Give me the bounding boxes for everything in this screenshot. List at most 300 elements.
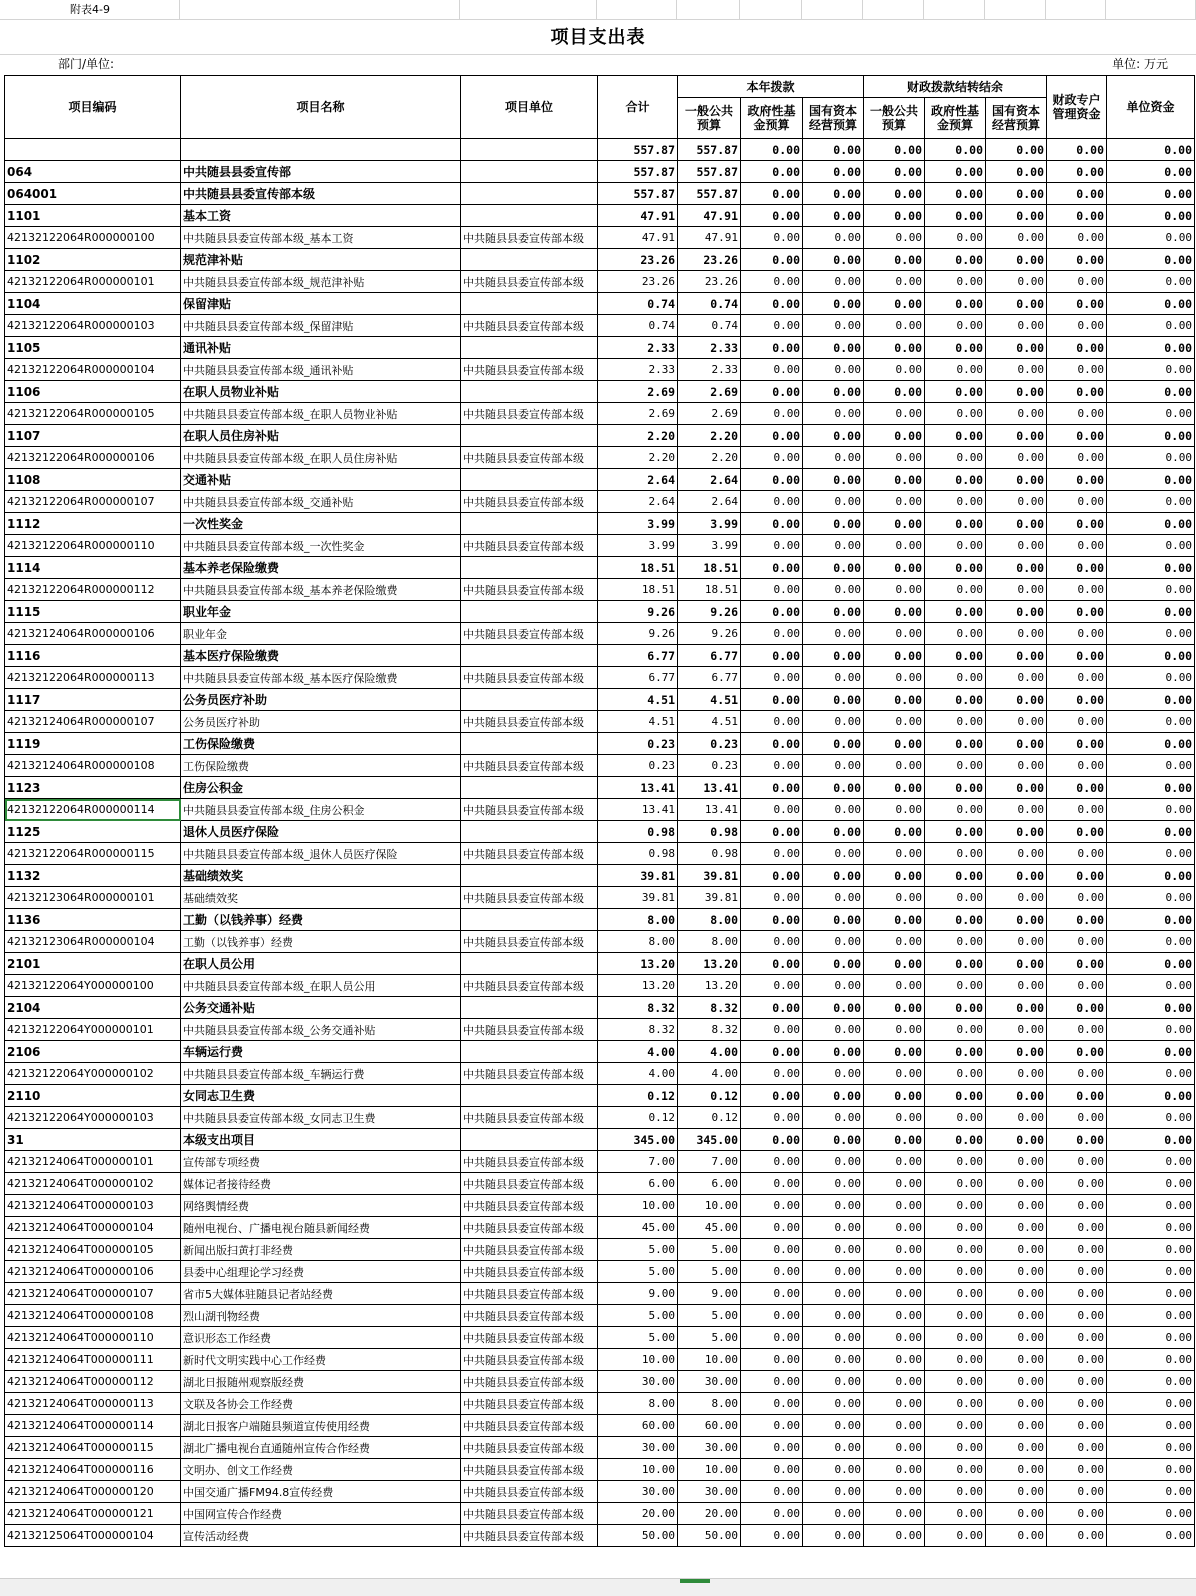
table-row[interactable] [5, 931, 1195, 953]
cell-zero[interactable]: 0.00 [1107, 491, 1195, 513]
cell-zero[interactable]: 0.00 [925, 403, 986, 425]
cell-code[interactable]: 42132122064R000000101 [5, 271, 181, 293]
cell-zero[interactable]: 0.00 [986, 403, 1047, 425]
cell-zero[interactable]: 0.00 [1107, 557, 1195, 579]
cell-zero[interactable]: 0.00 [986, 1327, 1047, 1349]
cell-zero[interactable]: 0.00 [864, 205, 925, 227]
cell-zero[interactable]: 0.00 [741, 777, 803, 799]
cell-unit[interactable] [461, 909, 598, 931]
cell-zero[interactable]: 0.00 [925, 1459, 986, 1481]
cell-total[interactable]: 2.64 [598, 469, 678, 491]
cell-name[interactable]: 随州电视台、广播电视台随县新闻经费 [181, 1217, 461, 1239]
attachment-label[interactable]: 附表4-9 [0, 0, 180, 20]
cell-zero[interactable]: 0.00 [864, 909, 925, 931]
cell-zero[interactable]: 0.00 [803, 491, 864, 513]
cell-total[interactable]: 2.20 [598, 447, 678, 469]
cell-zero[interactable]: 0.00 [986, 1305, 1047, 1327]
cell-unit[interactable] [461, 777, 598, 799]
cell-total[interactable]: 2.64 [598, 491, 678, 513]
cell-zero[interactable]: 0.00 [1047, 953, 1107, 975]
cell-name[interactable]: 烈山湖刊物经费 [181, 1305, 461, 1327]
cell-general[interactable]: 18.51 [678, 557, 741, 579]
cell-zero[interactable]: 0.00 [803, 183, 864, 205]
cell-unit[interactable]: 中共随县县委宣传部本级 [461, 447, 598, 469]
cell-zero[interactable]: 0.00 [803, 1239, 864, 1261]
cell-zero[interactable]: 0.00 [986, 821, 1047, 843]
cell-zero[interactable]: 0.00 [803, 931, 864, 953]
table-row[interactable] [5, 447, 1195, 469]
cell-total[interactable]: 4.51 [598, 711, 678, 733]
cell-code[interactable]: 42132122064Y000000102 [5, 1063, 181, 1085]
cell-zero[interactable]: 0.00 [986, 1085, 1047, 1107]
cell-zero[interactable]: 0.00 [986, 1459, 1047, 1481]
cell-name[interactable]: 职业年金 [181, 623, 461, 645]
cell-total[interactable]: 18.51 [598, 557, 678, 579]
cell-zero[interactable]: 0.00 [1047, 1063, 1107, 1085]
cell-zero[interactable]: 0.00 [925, 821, 986, 843]
cell-general[interactable]: 557.87 [678, 139, 741, 161]
cell-zero[interactable]: 0.00 [1047, 821, 1107, 843]
cell-unit[interactable]: 中共随县县委宣传部本级 [461, 491, 598, 513]
cell-zero[interactable]: 0.00 [986, 1415, 1047, 1437]
cell-unit[interactable] [461, 1041, 598, 1063]
cell-total[interactable]: 8.00 [598, 931, 678, 953]
table-row[interactable] [5, 1503, 1195, 1525]
cell-name[interactable]: 网络舆情经费 [181, 1195, 461, 1217]
blank-cell[interactable] [1106, 0, 1196, 20]
table-row[interactable] [5, 1393, 1195, 1415]
table-row[interactable] [5, 1371, 1195, 1393]
cell-unit[interactable]: 中共随县县委宣传部本级 [461, 579, 598, 601]
cell-name[interactable]: 湖北广播电视台直通随州宣传合作经费 [181, 1437, 461, 1459]
cell-name[interactable]: 中共随县县委宣传部本级 [181, 183, 461, 205]
cell-unit[interactable]: 中共随县县委宣传部本级 [461, 1349, 598, 1371]
cell-name[interactable]: 媒体记者接待经费 [181, 1173, 461, 1195]
blank-cell[interactable] [863, 0, 924, 20]
cell-general[interactable]: 345.00 [678, 1129, 741, 1151]
cell-unit[interactable]: 中共随县县委宣传部本级 [461, 1151, 598, 1173]
cell-zero[interactable]: 0.00 [986, 711, 1047, 733]
cell-general[interactable]: 2.64 [678, 491, 741, 513]
cell-zero[interactable]: 0.00 [1107, 535, 1195, 557]
cell-zero[interactable]: 0.00 [741, 337, 803, 359]
cell-zero[interactable]: 0.00 [925, 601, 986, 623]
cell-zero[interactable]: 0.00 [803, 887, 864, 909]
cell-zero[interactable]: 0.00 [1047, 403, 1107, 425]
cell-general[interactable]: 0.12 [678, 1085, 741, 1107]
cell-zero[interactable]: 0.00 [864, 381, 925, 403]
cell-zero[interactable]: 0.00 [986, 1041, 1047, 1063]
cell-unit[interactable]: 中共随县县委宣传部本级 [461, 1415, 598, 1437]
cell-zero[interactable]: 0.00 [986, 1151, 1047, 1173]
cell-code[interactable]: 42132124064T000000115 [5, 1437, 181, 1459]
cell-zero[interactable]: 0.00 [925, 337, 986, 359]
cell-zero[interactable]: 0.00 [986, 1239, 1047, 1261]
cell-code[interactable]: 42132122064Y000000103 [5, 1107, 181, 1129]
cell-zero[interactable]: 0.00 [864, 293, 925, 315]
cell-name[interactable]: 中共随县县委宣传部本级_车辆运行费 [181, 1063, 461, 1085]
cell-zero[interactable]: 0.00 [803, 315, 864, 337]
header-group-carry[interactable]: 财政拨款结转结余 [864, 76, 1047, 98]
cell-zero[interactable]: 0.00 [741, 227, 803, 249]
table-row[interactable] [5, 755, 1195, 777]
cell-general[interactable]: 9.26 [678, 623, 741, 645]
cell-zero[interactable]: 0.00 [1047, 1107, 1107, 1129]
cell-total[interactable]: 557.87 [598, 139, 678, 161]
cell-unit[interactable] [461, 469, 598, 491]
cell-total[interactable]: 2.69 [598, 381, 678, 403]
cell-zero[interactable]: 0.00 [803, 711, 864, 733]
cell-zero[interactable]: 0.00 [803, 645, 864, 667]
cell-name[interactable]: 规范津补贴 [181, 249, 461, 271]
cell-zero[interactable]: 0.00 [1047, 1129, 1107, 1151]
cell-zero[interactable]: 0.00 [1047, 227, 1107, 249]
cell-total[interactable]: 0.12 [598, 1085, 678, 1107]
cell-code[interactable]: 42132124064T000000114 [5, 1415, 181, 1437]
table-row[interactable] [5, 183, 1195, 205]
cell-general[interactable]: 3.99 [678, 513, 741, 535]
cell-zero[interactable]: 0.00 [1047, 1085, 1107, 1107]
cell-name[interactable]: 湖北日报客户端随县频道宣传使用经费 [181, 1415, 461, 1437]
cell-zero[interactable]: 0.00 [864, 887, 925, 909]
cell-zero[interactable]: 0.00 [1107, 1195, 1195, 1217]
cell-zero[interactable]: 0.00 [925, 1393, 986, 1415]
cell-zero[interactable]: 0.00 [741, 755, 803, 777]
cell-zero[interactable]: 0.00 [741, 1393, 803, 1415]
cell-zero[interactable]: 0.00 [1047, 491, 1107, 513]
cell-zero[interactable]: 0.00 [864, 1349, 925, 1371]
cell-general[interactable]: 5.00 [678, 1261, 741, 1283]
cell-general[interactable]: 10.00 [678, 1195, 741, 1217]
cell-code[interactable]: 1101 [5, 205, 181, 227]
cell-zero[interactable]: 0.00 [925, 997, 986, 1019]
table-row[interactable] [5, 1283, 1195, 1305]
cell-unit[interactable]: 中共随县县委宣传部本级 [461, 623, 598, 645]
cell-zero[interactable]: 0.00 [803, 1305, 864, 1327]
cell-unit[interactable]: 中共随县县委宣传部本级 [461, 1063, 598, 1085]
cell-zero[interactable]: 0.00 [1107, 1283, 1195, 1305]
cell-total[interactable]: 23.26 [598, 249, 678, 271]
cell-general[interactable]: 39.81 [678, 865, 741, 887]
cell-name[interactable]: 在职人员住房补贴 [181, 425, 461, 447]
cell-zero[interactable]: 0.00 [986, 843, 1047, 865]
cell-zero[interactable]: 0.00 [803, 205, 864, 227]
cell-total[interactable]: 557.87 [598, 183, 678, 205]
cell-code[interactable]: 42132122064R000000110 [5, 535, 181, 557]
cell-zero[interactable]: 0.00 [1047, 997, 1107, 1019]
cell-code[interactable]: 42132122064R000000105 [5, 403, 181, 425]
cell-name[interactable]: 中国网宣传合作经费 [181, 1503, 461, 1525]
cell-zero[interactable]: 0.00 [864, 1173, 925, 1195]
cell-name[interactable]: 交通补贴 [181, 469, 461, 491]
blank-cell[interactable] [597, 0, 677, 20]
cell-general[interactable]: 0.12 [678, 1107, 741, 1129]
cell-zero[interactable]: 0.00 [1107, 997, 1195, 1019]
cell-general[interactable]: 557.87 [678, 161, 741, 183]
cell-zero[interactable]: 0.00 [1107, 1261, 1195, 1283]
cell-zero[interactable]: 0.00 [741, 205, 803, 227]
cell-unit[interactable] [461, 733, 598, 755]
cell-zero[interactable]: 0.00 [1107, 359, 1195, 381]
cell-code[interactable]: 42132122064R000000100 [5, 227, 181, 249]
cell-code[interactable]: 1119 [5, 733, 181, 755]
cell-general[interactable]: 50.00 [678, 1525, 741, 1547]
header-group-current[interactable]: 本年拨款 [678, 76, 864, 98]
cell-total[interactable]: 10.00 [598, 1459, 678, 1481]
cell-total[interactable]: 6.77 [598, 645, 678, 667]
cell-zero[interactable]: 0.00 [741, 1371, 803, 1393]
cell-code[interactable]: 1115 [5, 601, 181, 623]
cell-zero[interactable]: 0.00 [864, 865, 925, 887]
cell-zero[interactable]: 0.00 [864, 821, 925, 843]
cell-zero[interactable]: 0.00 [864, 777, 925, 799]
cell-zero[interactable]: 0.00 [1047, 535, 1107, 557]
header-carry-general[interactable]: 一般公共预算 [864, 98, 925, 139]
cell-name[interactable] [181, 139, 461, 161]
header-state-capital[interactable]: 国有资本经营预算 [803, 98, 864, 139]
cell-zero[interactable]: 0.00 [1047, 689, 1107, 711]
cell-code[interactable]: 2101 [5, 953, 181, 975]
table-row[interactable] [5, 1041, 1195, 1063]
cell-code[interactable]: 42132124064T000000110 [5, 1327, 181, 1349]
cell-zero[interactable]: 0.00 [864, 469, 925, 491]
cell-zero[interactable]: 0.00 [1047, 1481, 1107, 1503]
cell-unit[interactable]: 中共随县县委宣传部本级 [461, 931, 598, 953]
cell-general[interactable]: 2.69 [678, 403, 741, 425]
cell-zero[interactable]: 0.00 [864, 183, 925, 205]
cell-zero[interactable]: 0.00 [986, 447, 1047, 469]
cell-zero[interactable]: 0.00 [925, 975, 986, 997]
cell-total[interactable]: 3.99 [598, 513, 678, 535]
cell-zero[interactable]: 0.00 [925, 865, 986, 887]
table-row[interactable] [5, 601, 1195, 623]
cell-total[interactable]: 5.00 [598, 1305, 678, 1327]
cell-total[interactable]: 30.00 [598, 1481, 678, 1503]
cell-zero[interactable]: 0.00 [864, 931, 925, 953]
cell-total[interactable]: 9.26 [598, 601, 678, 623]
cell-zero[interactable]: 0.00 [741, 1041, 803, 1063]
cell-name[interactable]: 公务交通补贴 [181, 997, 461, 1019]
cell-name[interactable]: 中共随县县委宣传部本级_保留津贴 [181, 315, 461, 337]
blank-cell[interactable] [802, 0, 863, 20]
cell-zero[interactable]: 0.00 [986, 359, 1047, 381]
cell-code[interactable]: 42132123064R000000104 [5, 931, 181, 953]
cell-zero[interactable]: 0.00 [925, 513, 986, 535]
cell-zero[interactable]: 0.00 [925, 1173, 986, 1195]
cell-zero[interactable]: 0.00 [864, 271, 925, 293]
cell-zero[interactable]: 0.00 [925, 535, 986, 557]
cell-zero[interactable]: 0.00 [741, 623, 803, 645]
cell-zero[interactable]: 0.00 [925, 381, 986, 403]
cell-general[interactable]: 60.00 [678, 1415, 741, 1437]
table-row[interactable] [5, 711, 1195, 733]
cell-general[interactable]: 20.00 [678, 1503, 741, 1525]
cell-unit[interactable] [461, 821, 598, 843]
header-unit[interactable]: 项目单位 [461, 76, 598, 139]
cell-zero[interactable]: 0.00 [741, 821, 803, 843]
cell-zero[interactable]: 0.00 [1047, 1349, 1107, 1371]
cell-zero[interactable]: 0.00 [741, 1195, 803, 1217]
cell-unit[interactable]: 中共随县县委宣传部本级 [461, 1371, 598, 1393]
cell-zero[interactable]: 0.00 [1107, 469, 1195, 491]
cell-general[interactable]: 0.74 [678, 293, 741, 315]
table-row[interactable] [5, 1239, 1195, 1261]
cell-zero[interactable]: 0.00 [986, 1283, 1047, 1305]
cell-zero[interactable]: 0.00 [925, 623, 986, 645]
header-total[interactable]: 合计 [598, 76, 678, 139]
cell-general[interactable]: 8.32 [678, 1019, 741, 1041]
cell-zero[interactable]: 0.00 [803, 909, 864, 931]
cell-zero[interactable]: 0.00 [864, 711, 925, 733]
cell-zero[interactable]: 0.00 [1107, 887, 1195, 909]
cell-zero[interactable]: 0.00 [925, 1503, 986, 1525]
cell-zero[interactable]: 0.00 [925, 1261, 986, 1283]
cell-zero[interactable]: 0.00 [1107, 865, 1195, 887]
cell-zero[interactable]: 0.00 [1047, 557, 1107, 579]
cell-zero[interactable]: 0.00 [864, 601, 925, 623]
cell-zero[interactable]: 0.00 [741, 403, 803, 425]
cell-zero[interactable]: 0.00 [864, 1525, 925, 1547]
cell-name[interactable]: 基本医疗保险缴费 [181, 645, 461, 667]
cell-zero[interactable]: 0.00 [925, 1437, 986, 1459]
table-row[interactable] [5, 1525, 1195, 1547]
cell-zero[interactable]: 0.00 [925, 1107, 986, 1129]
cell-total[interactable]: 50.00 [598, 1525, 678, 1547]
cell-zero[interactable]: 0.00 [803, 1063, 864, 1085]
cell-zero[interactable]: 0.00 [741, 579, 803, 601]
cell-unit[interactable]: 中共随县县委宣传部本级 [461, 799, 598, 821]
cell-zero[interactable]: 0.00 [803, 1261, 864, 1283]
table-row[interactable] [5, 315, 1195, 337]
cell-name[interactable]: 中共随县县委宣传部本级_公务交通补贴 [181, 1019, 461, 1041]
cell-zero[interactable]: 0.00 [864, 755, 925, 777]
cell-zero[interactable]: 0.00 [925, 579, 986, 601]
cell-zero[interactable]: 0.00 [986, 513, 1047, 535]
table-row[interactable] [5, 975, 1195, 997]
cell-code[interactable]: 42132124064T000000120 [5, 1481, 181, 1503]
cell-name[interactable]: 一次性奖金 [181, 513, 461, 535]
cell-zero[interactable]: 0.00 [864, 1129, 925, 1151]
cell-zero[interactable]: 0.00 [864, 689, 925, 711]
cell-zero[interactable]: 0.00 [925, 1019, 986, 1041]
table-row[interactable] [5, 1195, 1195, 1217]
table-row[interactable] [5, 293, 1195, 315]
cell-name[interactable]: 工勤（以钱养事）经费 [181, 909, 461, 931]
cell-zero[interactable]: 0.00 [1047, 799, 1107, 821]
header-name[interactable]: 项目名称 [181, 76, 461, 139]
cell-general[interactable]: 10.00 [678, 1349, 741, 1371]
cell-zero[interactable]: 0.00 [925, 931, 986, 953]
cell-general[interactable]: 8.00 [678, 1393, 741, 1415]
cell-total[interactable]: 47.91 [598, 227, 678, 249]
cell-zero[interactable]: 0.00 [986, 645, 1047, 667]
cell-unit[interactable]: 中共随县县委宣传部本级 [461, 1173, 598, 1195]
cell-unit[interactable]: 中共随县县委宣传部本级 [461, 1239, 598, 1261]
cell-zero[interactable]: 0.00 [986, 381, 1047, 403]
table-row[interactable] [5, 1415, 1195, 1437]
cell-zero[interactable]: 0.00 [925, 645, 986, 667]
cell-code[interactable]: 42132124064T000000107 [5, 1283, 181, 1305]
cell-unit[interactable] [461, 183, 598, 205]
cell-total[interactable]: 0.98 [598, 843, 678, 865]
cell-zero[interactable]: 0.00 [925, 1525, 986, 1547]
active-sheet-indicator[interactable] [680, 1579, 710, 1583]
cell-total[interactable]: 0.74 [598, 315, 678, 337]
cell-zero[interactable]: 0.00 [741, 1063, 803, 1085]
cell-zero[interactable]: 0.00 [741, 381, 803, 403]
cell-zero[interactable]: 0.00 [925, 271, 986, 293]
cell-code[interactable]: 42132124064R000000108 [5, 755, 181, 777]
cell-name[interactable]: 中共随县县委宣传部本级_通讯补贴 [181, 359, 461, 381]
cell-zero[interactable]: 0.00 [741, 1459, 803, 1481]
cell-zero[interactable]: 0.00 [1107, 931, 1195, 953]
cell-zero[interactable]: 0.00 [925, 667, 986, 689]
cell-zero[interactable]: 0.00 [864, 1415, 925, 1437]
cell-zero[interactable]: 0.00 [986, 667, 1047, 689]
cell-zero[interactable]: 0.00 [1107, 293, 1195, 315]
table-row[interactable] [5, 579, 1195, 601]
header-code[interactable]: 项目编码 [5, 76, 181, 139]
cell-zero[interactable]: 0.00 [864, 667, 925, 689]
cell-general[interactable]: 2.69 [678, 381, 741, 403]
cell-zero[interactable]: 0.00 [803, 1195, 864, 1217]
table-row[interactable] [5, 469, 1195, 491]
cell-zero[interactable]: 0.00 [986, 997, 1047, 1019]
cell-zero[interactable]: 0.00 [803, 1327, 864, 1349]
cell-zero[interactable]: 0.00 [741, 843, 803, 865]
cell-general[interactable]: 4.51 [678, 689, 741, 711]
cell-zero[interactable]: 0.00 [803, 425, 864, 447]
cell-zero[interactable]: 0.00 [741, 887, 803, 909]
cell-total[interactable]: 8.00 [598, 909, 678, 931]
table-row[interactable] [5, 733, 1195, 755]
cell-zero[interactable]: 0.00 [864, 623, 925, 645]
cell-general[interactable]: 0.23 [678, 733, 741, 755]
cell-general[interactable]: 557.87 [678, 183, 741, 205]
cell-unit[interactable]: 中共随县县委宣传部本级 [461, 1107, 598, 1129]
cell-zero[interactable]: 0.00 [864, 447, 925, 469]
cell-zero[interactable]: 0.00 [741, 513, 803, 535]
cell-name[interactable]: 新闻出版扫黄打非经费 [181, 1239, 461, 1261]
cell-total[interactable]: 4.00 [598, 1041, 678, 1063]
cell-name[interactable]: 中共随县县委宣传部 [181, 161, 461, 183]
cell-zero[interactable]: 0.00 [986, 1261, 1047, 1283]
cell-total[interactable]: 20.00 [598, 1503, 678, 1525]
cell-zero[interactable]: 0.00 [925, 1151, 986, 1173]
cell-code[interactable]: 42132124064T000000113 [5, 1393, 181, 1415]
cell-zero[interactable]: 0.00 [925, 447, 986, 469]
table-row[interactable] [5, 887, 1195, 909]
cell-code[interactable]: 1107 [5, 425, 181, 447]
cell-code[interactable]: 42132122064Y000000101 [5, 1019, 181, 1041]
table-row[interactable] [5, 997, 1195, 1019]
cell-zero[interactable]: 0.00 [1047, 271, 1107, 293]
cell-zero[interactable]: 0.00 [1107, 1459, 1195, 1481]
cell-total[interactable]: 2.69 [598, 403, 678, 425]
cell-code[interactable]: 1116 [5, 645, 181, 667]
cell-zero[interactable]: 0.00 [1107, 1349, 1195, 1371]
cell-zero[interactable]: 0.00 [925, 1327, 986, 1349]
cell-zero[interactable]: 0.00 [803, 755, 864, 777]
cell-zero[interactable]: 0.00 [986, 1525, 1047, 1547]
cell-zero[interactable]: 0.00 [1047, 293, 1107, 315]
cell-unit[interactable] [461, 953, 598, 975]
cell-general[interactable]: 45.00 [678, 1217, 741, 1239]
cell-zero[interactable]: 0.00 [803, 535, 864, 557]
cell-zero[interactable]: 0.00 [1107, 381, 1195, 403]
cell-zero[interactable]: 0.00 [1107, 513, 1195, 535]
cell-zero[interactable]: 0.00 [986, 1129, 1047, 1151]
